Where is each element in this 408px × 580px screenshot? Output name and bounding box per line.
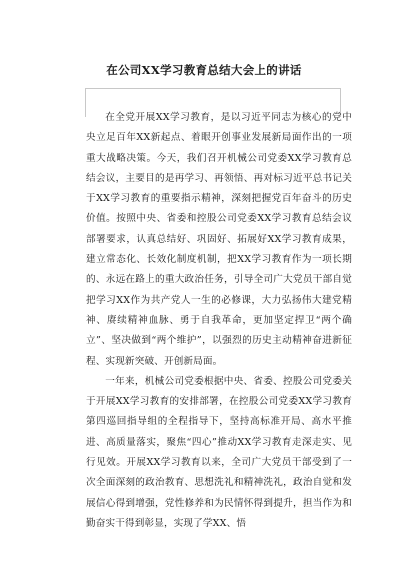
document-body <box>86 108 352 534</box>
document-title: 在公司XX学习教育总结大会上的讲话 <box>106 63 302 77</box>
paragraph-1: 在全党开展XX学习教育，是以习近平同志为核心的党中央立足百年XX新起点、着眼开创事业发展新局面作出的一项重大战略决策。今天，我们召开机械公司党委XX学习教育总结会议，主要目的是再学习、再领悟、再对标习近平总书记关于XX学习教育的重要指示精神，深刻把握党百年奋斗的历史价值。按照中央、省委和控股公司党委XX学习教育总结会议部署要求，认真总结好、巩固好、拓展好XX学习教育成果，建立常态化、长效化制度机制，把XX学习教育作为一项长期的、永远在路上的重大政治任务，引导全司广大党员干部自觉把学习XX作为共产党人一生的必修课，大力弘扬伟大建党精神、赓续精神血脉、勇于自我革命，更加坚定捍卫“两个确立”、坚决做到“两个维护”，以强烈的历史主动精神奋进新征程、实现新突破、开创新局面。 <box>86 112 352 367</box>
paragraph-2: 一年来，机械公司党委根据中央、省委、控股公司党委关于开展XX学习教育的安排部署，在控股公司党委XX学习教育第四巡回指导组的全程指导下，坚持高标准开局、高水平推进、高质量落实，聚焦“四心”推动XX学习教育走深走实、见行见效。开展XX学习教育以来，全司广大党员干部受到了一次全面深刻的政治教育、思想洗礼和精神洗礼，政治自觉和发展信心得到增强，党性修养和为民情怀得到提升，担当作为和勤奋实干得到彰显，实现了学XX、悟 <box>86 375 352 529</box>
